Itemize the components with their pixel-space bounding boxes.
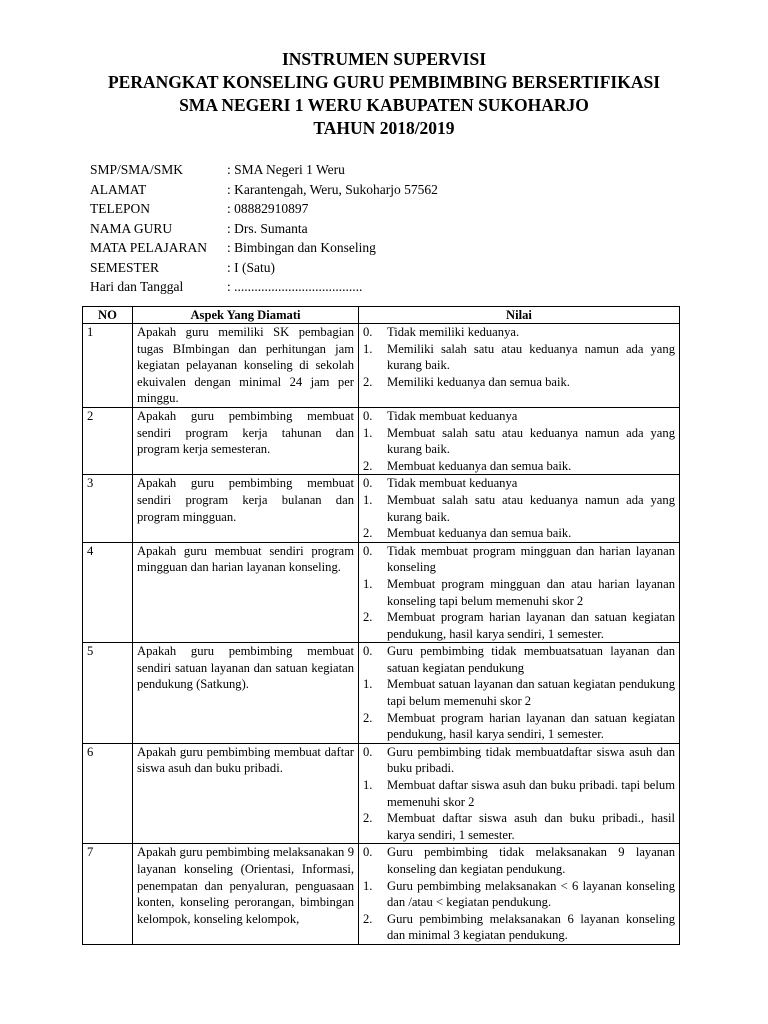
score-item bbox=[363, 710, 675, 743]
score-number: 0. bbox=[363, 744, 373, 759]
score-text: Membuat daftar siswa asuh dan buku pribadi. tapi belum memenuhi skor 2 bbox=[387, 778, 675, 809]
info-value: : ...................................... bbox=[227, 279, 363, 294]
info-value: : Drs. Sumanta bbox=[227, 220, 308, 236]
info-label: TELEPON bbox=[90, 201, 150, 216]
row-aspect: Apakah guru memiliki SK pembagian tugas BImbingan dan perhitungan jam kegiatan pelayanan konseling di sekolah ekuivalen dengan minimal 24 jam per minggu. bbox=[133, 324, 359, 408]
row-number: 7 bbox=[83, 844, 133, 945]
score-number: 2. bbox=[363, 526, 373, 541]
score-number: 1. bbox=[363, 576, 373, 591]
document-subtitle: PERANGKAT KONSELING GURU PEMBIMBING BERSERTIFIKASI bbox=[107, 72, 661, 92]
score-text: Membuat program mingguan dan atau harian layanan konseling tapi belum memenuhi skor 2 bbox=[387, 576, 675, 608]
info-value: : I (Satu) bbox=[227, 259, 275, 275]
score-item bbox=[363, 643, 675, 676]
score-number: 0. bbox=[363, 408, 373, 423]
score-number: 1. bbox=[363, 341, 373, 356]
table-row bbox=[83, 643, 680, 744]
score-number: 2. bbox=[363, 811, 373, 826]
score-item bbox=[363, 744, 675, 777]
info-label: ALAMAT bbox=[90, 181, 147, 197]
score-number: 1. bbox=[363, 677, 373, 692]
score-number: 1. bbox=[363, 778, 373, 793]
score-item bbox=[363, 324, 675, 341]
score-item bbox=[363, 408, 675, 425]
score-item bbox=[363, 374, 675, 391]
score-number: 2. bbox=[363, 911, 373, 926]
score-text: Guru pembimbing melaksanakan < 6 layanan konseling dan /atau < kegiatan pendukung. bbox=[387, 878, 675, 910]
row-number: 4 bbox=[83, 542, 133, 643]
row-aspect: Apakah guru pembimbing membuat daftar siswa asuh dan buku pribadi. bbox=[133, 743, 359, 844]
info-row bbox=[90, 160, 438, 180]
row-aspect: Apakah guru pembimbing melaksanakan 9 layanan konseling (Orientasi, Informasi, penempatan dan penyaluran, penguasaan konten, konseling perorangan, bimbingan kelompok, konseling kelompok, bbox=[133, 844, 359, 945]
row-scores bbox=[359, 324, 680, 408]
identity-info bbox=[90, 160, 438, 297]
score-number: 2. bbox=[363, 374, 373, 389]
row-scores bbox=[359, 643, 680, 744]
info-row bbox=[90, 180, 438, 200]
info-value: : Karantengah, Weru, Sukoharjo 57562 bbox=[227, 181, 438, 197]
score-item bbox=[363, 777, 675, 810]
score-text: Membuat satuan layanan dan satuan kegiatan pendukung tapi belum memenuhi skor 2 bbox=[387, 677, 675, 709]
info-label: MATA PELAJARAN bbox=[90, 240, 208, 255]
score-text: Tidak membuat program mingguan dan harian layanan konseling bbox=[387, 543, 675, 575]
row-scores bbox=[359, 407, 680, 474]
table-header-row bbox=[83, 307, 680, 324]
info-value: : 08882910897 bbox=[227, 201, 309, 216]
score-number: 0. bbox=[363, 325, 373, 339]
row-aspect: Apakah guru pembimbing membuat sendiri satuan layanan dan satuan kegiatan pendukung (Satkung). bbox=[133, 643, 359, 744]
score-item bbox=[363, 341, 675, 374]
score-text: Membuat salah satu atau keduanya namun ada yang kurang baik. bbox=[387, 425, 675, 457]
score-text: Guru pembimbing tidak membuatdaftar siswa asuh dan buku pribadi. bbox=[387, 744, 675, 776]
score-number: 2. bbox=[363, 710, 373, 725]
score-item bbox=[363, 576, 675, 609]
score-text: Guru pembimbing melaksanakan 6 layanan konseling dan minimal 3 kegiatan pendukung. bbox=[387, 911, 675, 943]
header-no: NO bbox=[83, 307, 133, 324]
info-value: : Bimbingan dan Konseling bbox=[227, 240, 376, 255]
row-scores bbox=[359, 475, 680, 542]
info-row bbox=[90, 238, 438, 258]
score-number: 2. bbox=[363, 458, 373, 473]
info-row bbox=[90, 219, 438, 239]
school-heading: SMA NEGERI 1 WERU KABUPATEN SUKOHARJO bbox=[179, 95, 589, 115]
score-item bbox=[363, 475, 675, 492]
score-text: Tidak membuat keduanya bbox=[387, 476, 518, 491]
info-label: Hari dan Tanggal bbox=[90, 279, 184, 294]
score-item bbox=[363, 425, 675, 458]
table-row bbox=[83, 542, 680, 643]
row-number: 2 bbox=[83, 407, 133, 474]
info-value: : SMA Negeri 1 Weru bbox=[227, 162, 345, 177]
score-item bbox=[363, 676, 675, 709]
info-row bbox=[90, 258, 438, 278]
score-item bbox=[363, 543, 675, 576]
table-row bbox=[83, 475, 680, 542]
score-number: 0. bbox=[363, 543, 373, 558]
table-row bbox=[83, 324, 680, 408]
table-row bbox=[83, 844, 680, 945]
info-label: SEMESTER bbox=[90, 259, 160, 275]
score-number: 0. bbox=[363, 845, 373, 860]
score-text: Membuat salah satu atau keduanya namun ada yang kurang baik. bbox=[387, 492, 675, 524]
score-item bbox=[363, 492, 675, 525]
score-text: Tidak membuat keduanya bbox=[387, 408, 518, 423]
row-aspect: Apakah guru membuat sendiri program mingguan dan harian layanan konseling. bbox=[133, 542, 359, 643]
score-text: Membuat program harian layanan dan satuan kegiatan pendukung, hasil karya sendiri, 1 semester. bbox=[387, 710, 675, 742]
score-text: Membuat program harian layanan dan satuan kegiatan pendukung, hasil karya sendiri, 1 semester. bbox=[387, 610, 675, 641]
row-aspect: Apakah guru pembimbing membuat sendiri program kerja bulanan dan program mingguan. bbox=[133, 475, 359, 542]
score-item bbox=[363, 525, 675, 542]
score-number: 0. bbox=[363, 644, 373, 659]
score-item bbox=[363, 810, 675, 843]
info-label: SMP/SMA/SMK bbox=[90, 162, 184, 177]
score-text: Tidak memiliki keduanya. bbox=[387, 325, 520, 339]
score-number: 1. bbox=[363, 425, 373, 440]
score-text: Memiliki keduanya dan semua baik. bbox=[387, 374, 570, 389]
score-number: 0. bbox=[363, 476, 373, 491]
score-text: Memiliki salah satu atau keduanya namun ada yang kurang baik. bbox=[387, 341, 675, 373]
row-number: 3 bbox=[83, 475, 133, 542]
row-scores bbox=[359, 542, 680, 643]
row-number: 6 bbox=[83, 743, 133, 844]
score-item bbox=[363, 609, 675, 642]
score-text: Membuat keduanya dan semua baik. bbox=[387, 526, 572, 541]
header-nilai: Nilai bbox=[359, 307, 680, 324]
supervision-table bbox=[82, 306, 680, 945]
document-title: INSTRUMEN SUPERVISI bbox=[281, 49, 487, 69]
score-number: 1. bbox=[363, 878, 373, 893]
row-scores bbox=[359, 743, 680, 844]
info-label: NAMA GURU bbox=[90, 220, 173, 236]
row-number: 1 bbox=[83, 324, 133, 408]
row-number: 5 bbox=[83, 643, 133, 744]
score-text: Guru pembimbing tidak melaksanakan 9 layanan konseling dan kegiatan pendukung. bbox=[387, 845, 675, 876]
score-number: 1. bbox=[363, 492, 373, 507]
table-row bbox=[83, 407, 680, 474]
score-item bbox=[363, 458, 675, 475]
table-row bbox=[83, 743, 680, 844]
score-item bbox=[363, 844, 675, 877]
header-aspek: Aspek Yang Diamati bbox=[133, 307, 359, 324]
score-text: Guru pembimbing tidak membuatsatuan layanan dan satuan kegiatan pendukung bbox=[387, 644, 675, 675]
row-scores bbox=[359, 844, 680, 945]
score-item bbox=[363, 878, 675, 911]
info-row bbox=[90, 199, 438, 219]
year-heading: TAHUN 2018/2019 bbox=[313, 118, 455, 138]
row-aspect: Apakah guru pembimbing membuat sendiri program kerja tahunan dan program kerja semesteran. bbox=[133, 407, 359, 474]
score-text: Membuat keduanya dan semua baik. bbox=[387, 458, 572, 473]
info-row bbox=[90, 277, 438, 297]
score-number: 2. bbox=[363, 610, 373, 625]
score-text: Membuat daftar siswa asuh dan buku pribadi., hasil karya sendiri, 1 semester. bbox=[387, 811, 675, 842]
score-item bbox=[363, 911, 675, 944]
